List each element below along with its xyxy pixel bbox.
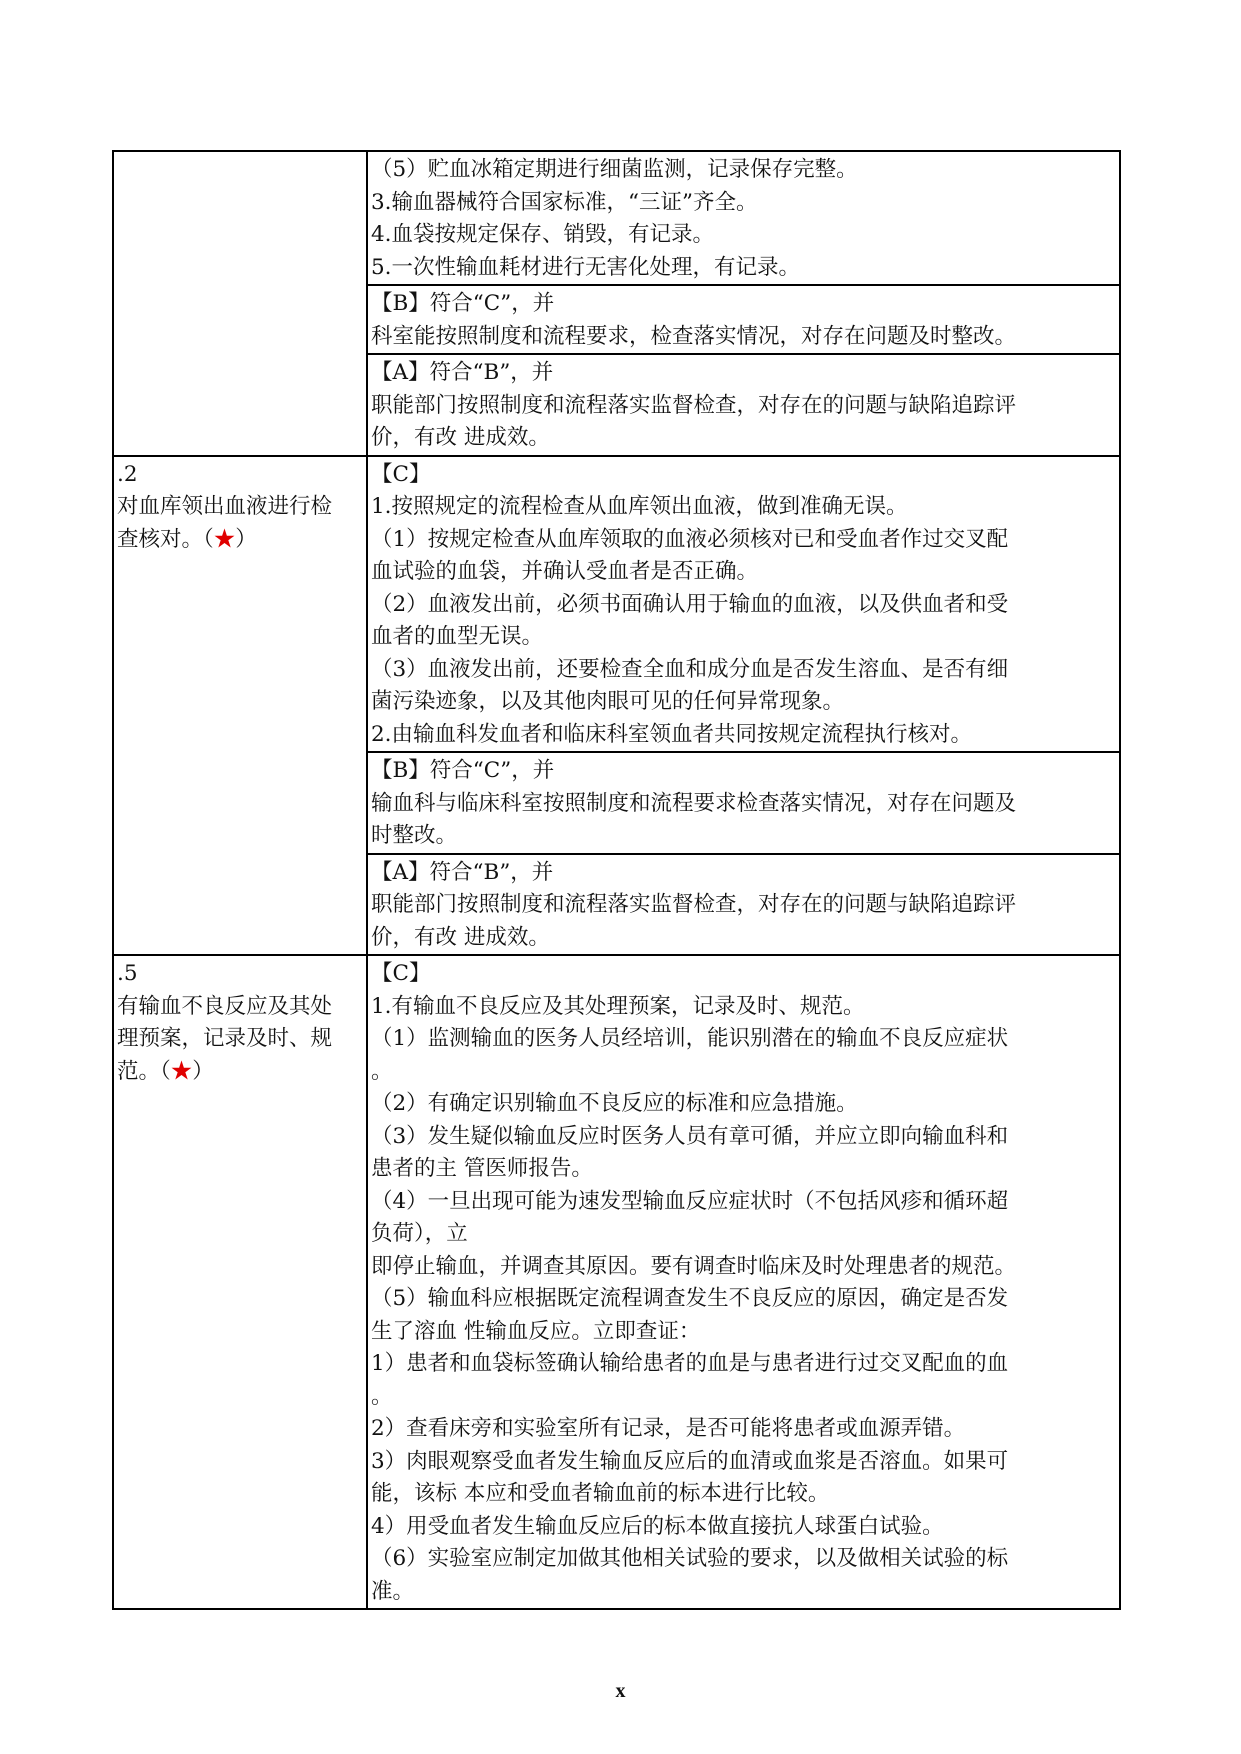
text-line: 职能部门按照制度和流程落实监督检查，对存在的问题与缺陷追踪评	[371, 892, 1017, 917]
text-line: 3）肉眼观察受血者发生输血反应后的血清或血浆是否溶血。如果可	[371, 1448, 1009, 1474]
text-line: 【C】	[371, 461, 431, 487]
text-line: 血者的血型无误。	[371, 624, 544, 649]
text-line: 生了溶血 性输血反应。立即查证：	[371, 1318, 701, 1344]
text-line: 【C】	[371, 961, 431, 986]
text-line: 5.一次性输血耗材进行无害化处理，有记录。	[371, 254, 801, 280]
page-number: x	[615, 1680, 626, 1702]
text-line: （6）实验室应制定加做其他相关试验的要求，以及做相关试验的标	[371, 1546, 1009, 1571]
criterion-text: 对血库领出血液进行检	[117, 494, 333, 519]
criterion-number: .5	[117, 961, 138, 986]
text-line: 。	[371, 1058, 393, 1084]
text-line: 【B】符合“C”，并	[371, 291, 555, 316]
level-cell-a	[367, 354, 1120, 456]
text-line: 2）查看床旁和实验室所有记录，是否可能将患者或血源弄错。	[371, 1416, 966, 1441]
table-row	[113, 151, 1120, 285]
text-line: 负荷），立	[371, 1221, 468, 1246]
criterion-cell	[113, 955, 367, 1609]
text-line: 1.有输血不良反应及其处理预案，记录及时、规范。	[371, 993, 865, 1019]
level-cell-b	[367, 752, 1120, 854]
text-line: 价，有改 进成效。	[371, 425, 550, 450]
criterion-cell	[113, 151, 367, 456]
table-row	[113, 456, 1120, 753]
text-line: 准。	[371, 1578, 415, 1604]
text-line: （5）贮血冰箱定期进行细菌监测，记录保存完整。	[371, 157, 858, 182]
text-line: （3）血液发出前，还要检查全血和成分血是否发生溶血、是否有细	[371, 656, 1009, 682]
criterion-text: 有输血不良反应及其处	[117, 993, 333, 1019]
text-line: 4.血袋按规定保存、销毁，有记录。	[371, 222, 715, 247]
text-line: 即停止输血，并调查其原因。要有调查时临床及时处理患者的规范。	[371, 1253, 1017, 1279]
criterion-text: 查核对。（★）	[117, 526, 257, 552]
text-line: 4）用受血者发生输血反应后的标本做直接抗人球蛋白试验。	[371, 1513, 944, 1539]
text-line: 1.按照规定的流程检查从血库领出血液，做到准确无误。	[371, 494, 908, 519]
level-cell	[367, 151, 1120, 285]
text-line: （1）监测输血的医务人员经培训，能识别潜在的输血不良反应症状	[371, 1026, 1009, 1051]
text-line: 时整改。	[371, 823, 458, 848]
text-line: 能，该标 本应和受血者输血前的标本进行比较。	[371, 1481, 830, 1506]
level-cell-b	[367, 285, 1120, 354]
text-line: （2）有确定识别输血不良反应的标准和应急措施。	[371, 1091, 858, 1116]
text-line: 血试验的血袋，并确认受血者是否正确。	[371, 559, 759, 584]
text-line: （3）发生疑似输血反应时医务人员有章可循，并应立即向输血科和	[371, 1123, 1009, 1149]
text-line: （2）血液发出前，必须书面确认用于输血的血液，以及供血者和受	[371, 591, 1009, 617]
star-icon: ★	[170, 1058, 193, 1084]
text-line: 【A】符合“B”，并	[371, 859, 554, 885]
text-line: 3.输血器械符合国家标准，“三证”齐全。	[371, 189, 758, 215]
standards-table	[112, 150, 1121, 1610]
criterion-cell	[113, 456, 367, 956]
text-line: 科室能按照制度和流程要求，检查落实情况，对存在问题及时整改。	[371, 323, 1017, 349]
criterion-text: 范。（★）	[117, 1058, 214, 1084]
text-line: 【A】符合“B”，并	[371, 360, 554, 385]
level-cell-a	[367, 854, 1120, 956]
table-row	[113, 955, 1120, 1609]
level-cell-c	[367, 955, 1120, 1609]
text-line: （1）按规定检查从血库领取的血液必须核对已和受血者作过交叉配	[371, 526, 1009, 552]
text-line: 患者的主 管医师报告。	[371, 1156, 593, 1181]
text-line: 1）患者和血袋标签确认输给患者的血是与患者进行过交叉配血的血	[371, 1351, 1009, 1376]
criterion-number: .2	[117, 461, 138, 487]
text-line: 菌污染迹象，以及其他肉眼可见的任何异常现象。	[371, 689, 845, 714]
text-line: 【B】符合“C”，并	[371, 758, 555, 783]
text-line: 2.由输血科发血者和临床科室领血者共同按规定流程执行核对。	[371, 721, 973, 747]
text-line: （5）输血科应根据既定流程调查发生不良反应的原因，确定是否发	[371, 1286, 1009, 1311]
text-line: 价，有改 进成效。	[371, 924, 550, 950]
text-line: 输血科与临床科室按照制度和流程要求检查落实情况，对存在问题及	[371, 790, 1017, 816]
criterion-text: 理预案，记录及时、规	[117, 1026, 333, 1051]
text-line: 。	[371, 1383, 393, 1409]
level-cell-c	[367, 456, 1120, 753]
text-line: （4）一旦出现可能为速发型输血反应症状时（不包括风疹和循环超	[371, 1188, 1009, 1214]
text-line: 职能部门按照制度和流程落实监督检查，对存在的问题与缺陷追踪评	[371, 392, 1017, 418]
star-icon: ★	[213, 526, 236, 552]
